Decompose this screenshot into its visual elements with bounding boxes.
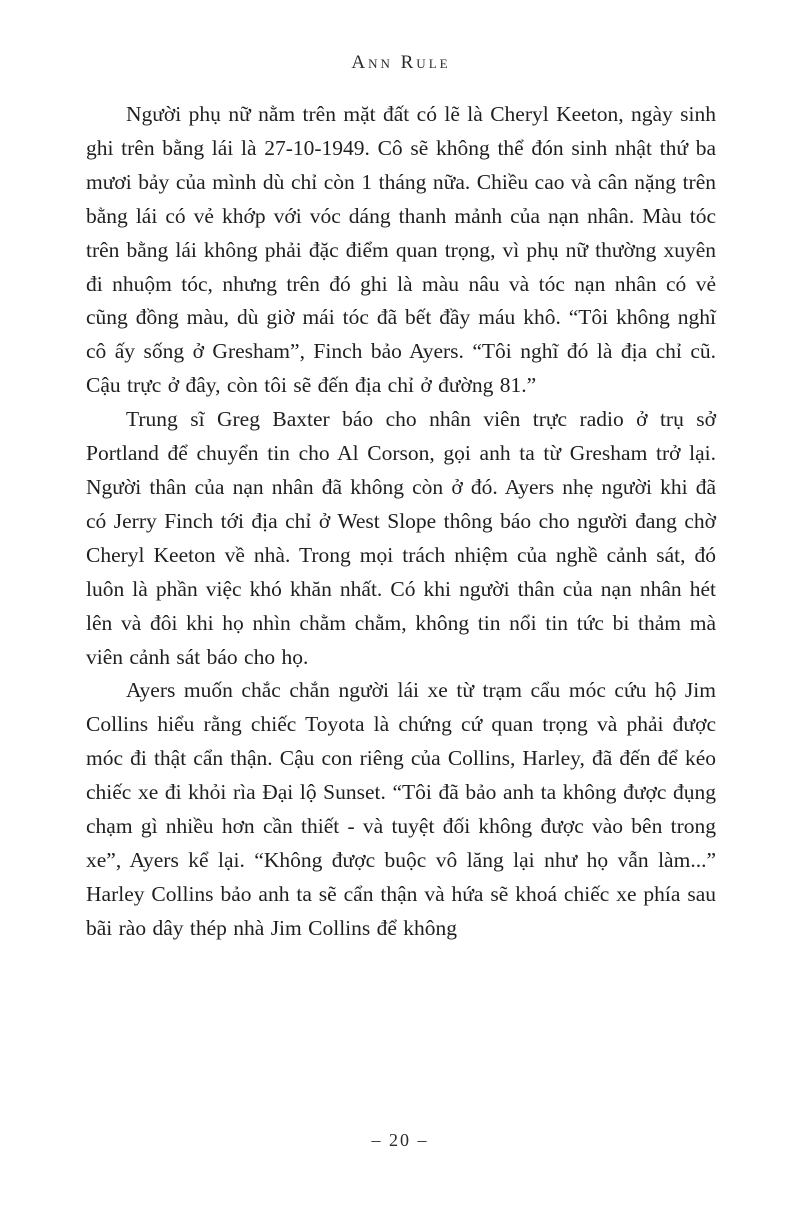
paragraph: Người phụ nữ nằm trên mặt đất có lẽ là Cheryl Keeton, ngày sinh ghi trên bằng lái là 27-10-1949. Cô sẽ không thể đón sinh nhật thứ ba mươi bảy của mình dù chỉ còn 1 tháng nữa. Chiều cao và cân nặng trên bằng lái có vẻ khớp với vóc dáng thanh mảnh của nạn nhân. Màu tóc trên bằng lái không phải đặc điểm quan trọng, vì phụ nữ thường xuyên đi nhuộm tóc, nhưng trên đó ghi là màu nâu và tóc nạn nhân có vẻ cũng đồng màu, dù giờ mái tóc đã bết đầy máu khô. “Tôi không nghĩ cô ấy sống ở Gresham”, Finch bảo Ayers. “Tôi nghĩ đó là địa chỉ cũ. Cậu trực ở đây, còn tôi sẽ đến địa chỉ ở đường 81.” (86, 102, 716, 398)
running-header: Ann Rule (351, 52, 451, 73)
paragraph: Trung sĩ Greg Baxter báo cho nhân viên trực radio ở trụ sở Portland để chuyển tin cho Al Corson, gọi anh ta từ Gresham trở lại. Người thân của nạn nhân đã không còn ở đó. Ayers nhẹ người khi đã có Jerry Finch tới địa chỉ ở West Slope thông báo cho người đang chờ Cheryl Keeton về nhà. Trong mọi trách nhiệm của nghề cảnh sát, đó luôn là phần việc khó khăn nhất. Có khi người thân của nạn nhân hét lên và đôi khi họ nhìn chằm chằm, không tin nổi tin tức bi thảm mà viên cảnh sát báo cho họ. (86, 407, 716, 669)
paragraph: Ayers muốn chắc chắn người lái xe từ trạm cẩu móc cứu hộ Jim Collins hiểu rằng chiếc Toyota là chứng cứ quan trọng và phải được móc đi thật cẩn thận. Cậu con riêng của Collins, Harley, đã đến để kéo chiếc xe đi khỏi rìa Đại lộ Sunset. “Tôi đã bảo anh ta không được đụng chạm gì nhiều hơn cần thiết - và tuyệt đối không được vào bên trong xe”, Ayers kể lại. “Không được buộc vô lăng lại như họ vẫn làm...” Harley Collins bảo anh ta sẽ cẩn thận và hứa sẽ khoá chiếc xe phía sau bãi rào dây thép nhà Jim Collins để không (86, 678, 716, 940)
page-number: – 20 – (371, 1130, 429, 1150)
page-body (86, 98, 716, 946)
